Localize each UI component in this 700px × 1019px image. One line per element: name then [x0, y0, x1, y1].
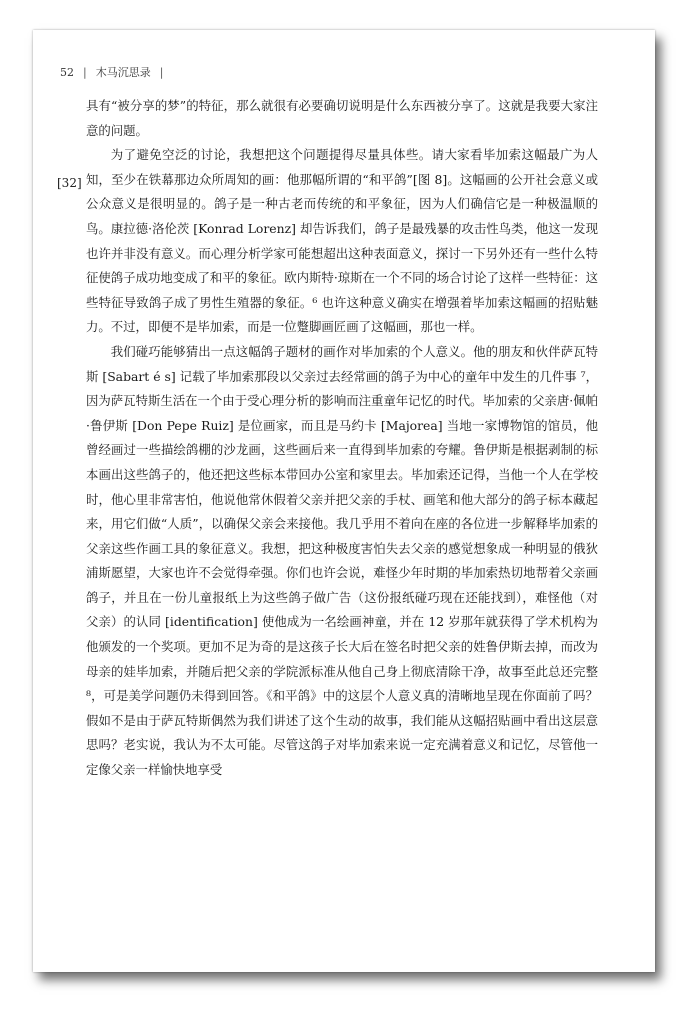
margin-page-reference: [32] [57, 176, 82, 190]
paragraph: 为了避免空泛的讨论，我想把这个问题提得尽量具体些。请大家看毕加索这幅最广为人知，至少在铁幕那边众所周知的画：他那幅所谓的“和平鸽”[图 8]。这幅画的公开社会意义或公众意义是很明显的。鸽子是一种古老而传统的和平象征，因为人们确信它是一种极温顺的鸟。康拉德·洛伦茨 [Konrad Lorenz] 却告诉我们，鸽子是最残暴的攻击性鸟类，他这一发现也许并非没有意义。而心理分析学家可能想超出这种表面意义，探讨一下另外还有一些什么特征使鸽子成功地变成了和平的象征。欧内斯特·琼斯在一个不同的场合讨论了这样一些特征：这些特征导致鸽子成了男性生殖器的象征。⁶ 也许这种意义确实在增强着毕加索这幅画的招贴魅力。不过，即便不是毕加索，而是一位蹩脚画匠画了这幅画，那也一样。 [86, 147, 598, 335]
page-number: 52 [60, 66, 74, 79]
paragraph: 我们碰巧能够猜出一点这幅鸽子题材的画作对毕加索的个人意义。他的朋友和伙伴萨瓦特斯 [Sabart é s] 记载了毕加索那段以父亲过去经常画的鸽子为中心的童年中发生的几件事 ⁷，因为萨瓦特斯生活在一个由于受心理分析的影响而注重童年记忆的时代。毕加索的父亲唐·佩帕·鲁伊斯 [Don Pepe Ruiz] 是位画家，而且是马约卡 [Majorea] 当地一家博物馆的馆员，他曾经画过一些描绘鸽棚的沙龙画，这些画后来一直得到毕加索的夸耀。鲁伊斯是根据剥制的标本画出这些鸽子的，他还把这些标本带回办公室和家里去。毕加索还记得，当他一个人在学校时，他心里非常害怕，他说他常休假着父亲并把父亲的手杖、画笔和他大部分的鸽子标本藏起来，用它们做“人质”，以确保父亲会来接他。我几乎用不着向在座的各位进一步解释毕加索的父亲这些作画工具的象征意义。我想，把这种极度害怕失去父亲的感觉想象成一种明显的俄狄浦斯愿望，大家也许不会觉得牵强。你们也许会说，难怪少年时期的毕加索热切地帮着父亲画鸽子，并且在一份儿童报纸上为这些鸽子做广告（这份报纸碰巧现在还能找到），难怪他（对父亲）的认同 [identification] 使他成为一名绘画神童，并在 12 岁那年就获得了学术机构为他颁发的一个奖项。更加不足为奇的是这孩子长大后在签名时把父亲的姓鲁伊斯去掉，而改为母亲的娃毕加索，并随后把父亲的学院派标准从他自己身上彻底清除干净，故事至此总还完整 ⁸，可是美学问题仍未得到回答。《和平鸽》中的这层个人意义真的清晰地呈现在你面前了吗？假如不是由于萨瓦特斯偶然为我们讲述了这个生动的故事，我们能从这幅招贴画中看出这层意思吗？老实说，我认为不太可能。尽管这鸽子对毕加索来说一定充满着意义和记忆，尽管他一定像父亲一样愉快地享受 [86, 343, 598, 778]
header-divider-end: | [159, 66, 164, 79]
running-header [60, 64, 172, 80]
body-text [86, 94, 598, 783]
paragraph-continued: 具有“被分享的梦”的特征，那么就很有必要确切说明是什么东西被分享了。这就是我要大家注意的问题。 [86, 98, 598, 138]
book-title: 木马沉思录 [95, 66, 151, 79]
header-divider: | [83, 66, 87, 79]
